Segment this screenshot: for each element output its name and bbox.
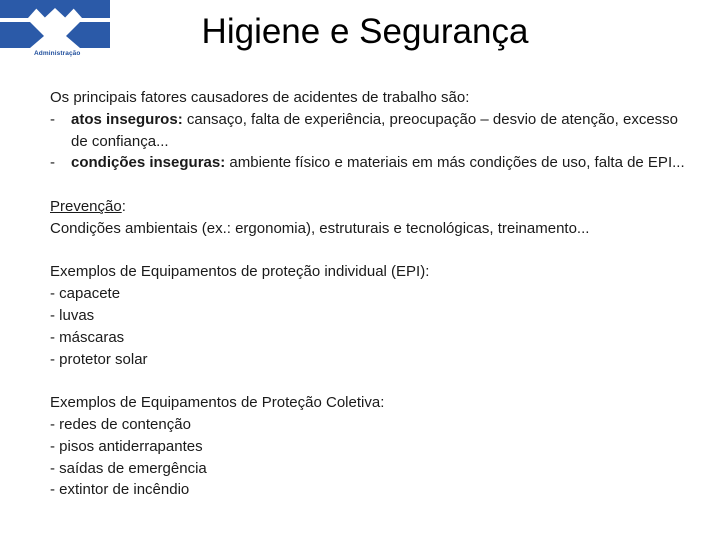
list-item: - saídas de emergência — [50, 459, 207, 477]
list-item: - extintor de incêndio — [50, 481, 190, 499]
page-title: Higiene e Segurança — [201, 12, 529, 51]
logo-caption: Administração — [34, 50, 81, 57]
intro-text: Os principais fatores causadores de acidentes de trabalho são: — [50, 89, 470, 106]
bullet-dash: - — [50, 154, 55, 172]
prevention-colon: : — [121, 197, 126, 215]
bullet-item — [50, 152, 690, 174]
prevention-heading: Prevenção — [50, 197, 122, 215]
list-item: - protetor solar — [50, 350, 148, 368]
epi-heading: Exemplos de Equipamentos de proteção individual (EPI): — [50, 263, 430, 281]
list-item: - máscaras — [50, 328, 125, 346]
list-item: - pisos antiderrapantes — [50, 437, 203, 455]
bullet-term: condições inseguras: — [71, 154, 226, 172]
bullet-dash: - — [50, 110, 55, 128]
bullet-term: atos inseguros: — [71, 110, 183, 128]
list-item: - capacete — [50, 285, 121, 303]
prevention-text: Condições ambientais (ex.: ergonomia), estruturais e tecnológicas, treinamento... — [50, 219, 590, 237]
bullet-text: cansaço, falta de experiência, preocupação – desvio de atenção, excesso de confiança... — [71, 110, 679, 150]
bullet-item — [50, 109, 690, 153]
prevention-heading-line — [50, 196, 690, 218]
epc-heading: Exemplos de Equipamentos de Proteção Coletiva: — [50, 394, 385, 412]
bullet-text: ambiente físico e materiais em más condições de uso, falta de EPI... — [225, 154, 685, 172]
list-item: - redes de contenção — [50, 415, 191, 433]
slide-body — [50, 87, 690, 501]
list-item: - luvas — [50, 306, 95, 324]
